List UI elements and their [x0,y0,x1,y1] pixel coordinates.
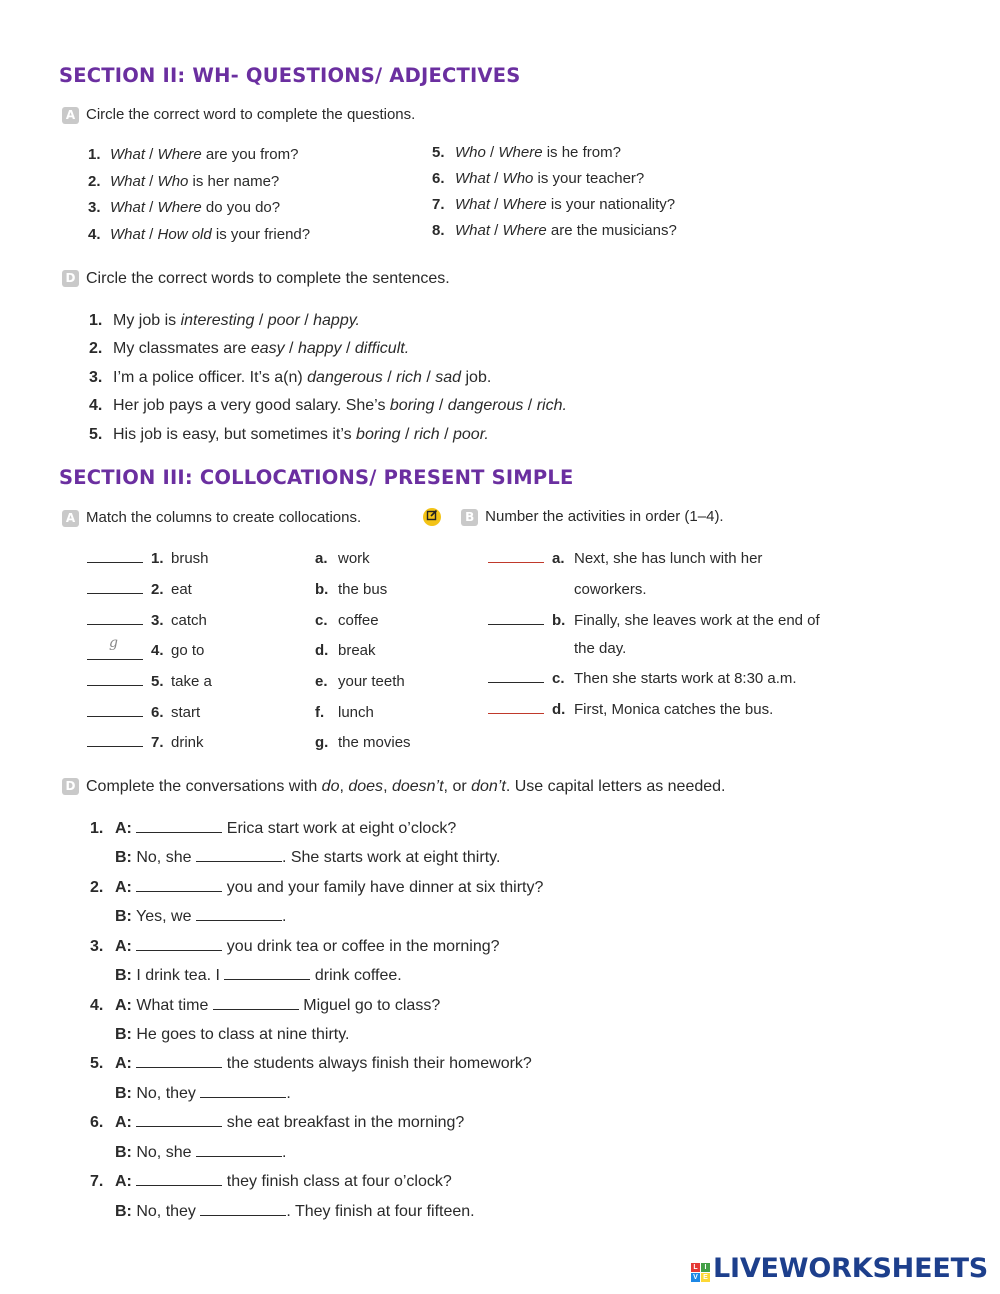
option-word[interactable]: dangerous [307,369,383,386]
question-text: is he from? [542,144,621,161]
instruction-text: Match the columns to create collocations. [86,509,362,526]
match-left-item [87,612,207,629]
option-word[interactable]: dangerous [447,397,524,414]
answer-blank[interactable] [87,716,143,717]
line-text: she eat breakfast in the morning? [222,1114,465,1131]
item-number: 5. [90,1055,104,1072]
sentence-text: job. [461,369,492,386]
conversation-a-line [90,938,500,956]
item-number: 2. [151,581,164,598]
line-text: No, they [136,1203,201,1220]
answer-blank[interactable] [200,1215,286,1216]
sentence-text: My classmates are [113,340,251,357]
sentence-text: I’m a police officer. It’s a(n) [113,369,308,386]
item-number: 1. [89,312,103,329]
item-number: 2. [88,173,101,190]
speaker-label: A: [115,879,132,896]
line-text: . They finish at four fifteen. [286,1203,475,1220]
match-text: brush [171,550,209,567]
section-ii-a-instruction-row [62,106,415,124]
conversation-a-line [90,1114,464,1132]
option-word[interactable]: What [110,173,146,190]
answer-blank[interactable] [213,1009,299,1010]
match-text: go to [171,642,205,659]
item-letter: e. [315,673,328,690]
instruction-text: Circle the correct words to complete the sentences. [86,270,450,287]
line-text: No, they [136,1085,201,1102]
answer-blank[interactable] [488,713,544,714]
conversation-b-line [115,1026,349,1044]
answer-blank[interactable] [87,685,143,686]
conversation-a-line [90,879,543,897]
logo-grid-letter: I [701,1263,710,1272]
conversation-b-line [115,1144,286,1162]
item-number: 7. [90,1173,104,1190]
line-text: drink coffee. [310,967,402,984]
option-word[interactable]: boring [356,426,401,443]
option-word[interactable]: happy. [313,312,360,329]
liveworksheets-logo [691,1253,988,1284]
instruction-text: , or [443,778,472,795]
line-text: . [281,908,287,925]
instruction-word: do [321,778,340,795]
question-text: is your nationality? [546,196,676,213]
match-right-item [315,673,405,690]
conversation-b-line [115,1203,475,1221]
exercise-badge: D [62,270,79,287]
option-word[interactable]: difficult. [354,340,410,357]
match-left-item [87,635,205,660]
match-right-item [315,704,374,721]
question-item [88,226,310,243]
logo-text: LIVEWORKSHEETS [713,1253,989,1284]
conversation-b-line [115,908,286,926]
item-number: 6. [151,704,164,721]
item-number: 6. [90,1114,104,1131]
item-number: 7. [151,734,164,751]
question-text: do you do? [201,199,281,216]
exercise-badge: A [62,107,79,124]
speaker-label: B: [115,1026,132,1043]
sentence-text: My job is [113,312,181,329]
separator: / [490,170,503,187]
line-text: they finish class at four o’clock? [222,1173,452,1190]
separator: / [490,196,503,213]
option-word[interactable]: Where [502,196,547,213]
option-word[interactable]: boring [389,397,435,414]
logo-grid-letter: L [691,1263,700,1272]
speaker-label: A: [115,1114,132,1131]
section-iii-b-instruction-row [423,508,724,526]
item-number: 5. [151,673,164,690]
order-text: Next, she has lunch with her [574,550,763,567]
answer-blank[interactable] [87,593,143,594]
question-item [432,196,675,213]
speaker-label: A: [115,997,132,1014]
question-item [432,144,621,161]
item-number: 4. [90,997,104,1014]
item-number: 8. [432,222,445,239]
answer-blank[interactable] [196,920,282,921]
line-text: . [286,1085,291,1102]
option-word[interactable]: What [110,226,146,243]
match-right-item [315,581,387,598]
match-left-item [87,550,209,567]
match-text: start [171,704,201,721]
conversation-b-line [115,967,402,985]
answer-blank[interactable] [196,1156,282,1157]
answer-blank[interactable] [200,1097,286,1098]
logo-grid-letter: V [691,1273,700,1282]
speaker-label: A: [115,820,132,837]
item-number: 1. [90,820,104,837]
option-word[interactable]: What [110,146,146,163]
speaker-label: A: [115,1173,132,1190]
item-number: 3. [151,612,164,629]
separator: / [145,226,158,243]
question-text: are you from? [201,146,299,163]
section-ii-d-instruction-row [62,270,450,288]
item-number: 4. [88,226,101,243]
instruction-word: don’t [471,778,506,795]
conversation-a-line [90,820,456,838]
match-text: lunch [338,704,374,721]
line-text: No, she [136,849,196,866]
order-item [488,670,797,687]
line-text: the students always finish their homework? [222,1055,532,1072]
sentence-item: 1. My job is interesting / poor / happy. [89,312,360,329]
answer-blank[interactable] [136,1126,222,1127]
option-word[interactable]: Who [157,173,189,190]
instruction-text: Circle the correct word to complete the questions. [86,106,416,123]
option-word[interactable]: What [455,222,491,239]
separator: / [145,173,158,190]
question-item [88,199,280,216]
line-text: No, she [136,1144,196,1161]
option-word[interactable]: What [110,199,146,216]
exercise-badge: A [62,510,79,527]
conversation-a-line [90,997,440,1015]
question-item [88,173,279,190]
match-right-item [315,642,376,659]
question-item [88,146,298,163]
sentence-item: 4. Her job pays a very good salary. She’s boring / dangerous / rich. [89,397,567,414]
line-text: Yes, we [136,908,196,925]
answer-blank[interactable] [136,891,222,892]
option-word[interactable]: What [455,196,491,213]
line-text: Miguel go to class? [298,997,441,1014]
option-word[interactable]: easy [250,340,285,357]
instruction-text: Number the activities in order (1–4). [485,508,724,525]
item-letter: d. [315,642,329,659]
item-number: 3. [89,369,103,386]
section-iii-d-instruction-row [62,778,726,796]
sentence-text: Her job pays a very good salary. She’s [113,397,390,414]
instruction-text: Complete the conversations with [86,778,322,795]
match-right-item [315,734,411,751]
sentence-text: His job is easy, but sometimes it’s [113,426,357,443]
question-text: is her name? [188,173,280,190]
speaker-label: B: [115,849,132,866]
line-text: . She starts work at eight thirty. [281,849,501,866]
option-word[interactable]: What [455,170,491,187]
conversation-a-line [90,1055,532,1073]
order-text-cont: coworkers. [574,581,647,598]
item-number: 2. [90,879,104,896]
option-word[interactable]: poor. [453,426,489,443]
answer-blank[interactable] [87,635,143,660]
answer-blank[interactable] [87,624,143,625]
handwritten-answer: g [109,635,118,651]
item-number: 6. [432,170,445,187]
option-word[interactable]: How old [157,226,212,243]
item-letter: b. [315,581,329,598]
line-text: . [281,1144,287,1161]
item-letter: c. [552,670,565,687]
line-text: What time [136,997,213,1014]
option-word[interactable]: interesting [180,312,255,329]
speaker-label: B: [115,1144,132,1161]
option-word[interactable]: happy [297,340,342,357]
sentence-item: 2. My classmates are easy / happy / difficult. [89,340,410,357]
item-number: 4. [89,397,103,414]
item-number: 3. [88,199,101,216]
speaker-label: B: [115,1085,132,1102]
question-item [432,170,644,187]
separator: / [145,199,158,216]
match-text: the bus [338,581,388,598]
question-text: are the musicians? [546,222,677,239]
order-text-cont: the day. [574,640,627,657]
item-number: 3. [90,938,104,955]
match-text: the movies [338,734,411,751]
answer-blank[interactable] [488,624,544,625]
order-item [488,550,762,567]
item-letter: g. [315,734,329,751]
match-left-item [87,734,204,751]
item-number: 4. [151,642,164,659]
logo-grid-icon [691,1263,710,1282]
speaker-label: A: [115,1055,132,1072]
match-text: drink [171,734,204,751]
answer-blank[interactable] [136,1067,222,1068]
separator: / [490,222,503,239]
match-text: take a [171,673,212,690]
answer-blank[interactable] [136,832,222,833]
section-iii-a-instruction-row [62,509,361,527]
match-text: work [338,550,370,567]
match-left-item [87,673,212,690]
conversation-a-line [90,1173,452,1191]
item-letter: f. [315,704,325,721]
order-text: Then she starts work at 8:30 a.m. [574,670,797,687]
section-iii-title: SECTION III: COLLOCATIONS/ PRESENT SIMPLE [59,466,574,489]
option-word[interactable]: Where [157,146,202,163]
speaker-label: A: [115,938,132,955]
option-word[interactable]: rich. [536,397,567,414]
instruction-text: , [339,778,349,795]
item-letter: a. [315,550,328,567]
answer-blank[interactable] [196,861,282,862]
match-left-item [87,581,192,598]
order-text: First, Monica catches the bus. [574,701,774,718]
option-word[interactable]: Where [498,144,543,161]
answer-blank[interactable] [488,562,544,563]
speaker-label: B: [115,1203,132,1220]
match-text: your teeth [338,673,405,690]
item-number: 5. [89,426,103,443]
item-number: 2. [89,340,103,357]
instruction-text: . Use capital letters as needed. [505,778,726,795]
edit-icon [423,508,441,526]
instruction-word: doesn’t [391,778,444,795]
answer-blank[interactable] [136,1185,222,1186]
item-number: 5. [432,144,445,161]
instruction-word: does [348,778,384,795]
option-word[interactable]: rich [396,369,422,386]
sentence-item: 3. I’m a police officer. It’s a(n) dangerous / rich / sad job. [89,369,492,386]
question-item [432,222,677,239]
match-text: break [338,642,376,659]
order-item [488,612,820,629]
separator: / [145,146,158,163]
sentence-item: 5. His job is easy, but sometimes it’s boring / rich / poor. [89,426,489,443]
match-right-item [315,612,379,629]
option-word[interactable]: rich [413,426,440,443]
option-word[interactable]: Where [157,199,202,216]
item-number: 7. [432,196,445,213]
question-text: is your teacher? [533,170,645,187]
option-word[interactable]: Who [455,144,486,161]
logo-grid-letter: E [701,1273,710,1282]
order-text: Finally, she leaves work at the end of [574,612,820,629]
option-word[interactable]: Where [502,222,547,239]
match-right-item [315,550,370,567]
separator: / [485,144,499,161]
match-left-item [87,704,200,721]
conversation-b-line [115,849,500,867]
line-text: Erica start work at eight o’clock? [222,820,457,837]
question-text: is your friend? [211,226,311,243]
exercise-badge: D [62,778,79,795]
item-letter: d. [552,701,566,718]
match-text: eat [171,581,192,598]
option-word[interactable]: poor [267,312,300,329]
item-number: 1. [151,550,164,567]
option-word[interactable]: sad [435,369,462,386]
order-item [488,701,773,718]
option-word[interactable]: Who [502,170,534,187]
conversation-b-line [115,1085,291,1103]
section-ii-title: SECTION II: WH- QUESTIONS/ ADJECTIVES [59,64,521,87]
item-number: 1. [88,146,101,163]
line-text: you and your family have dinner at six thirty? [222,879,544,896]
item-letter: a. [552,550,565,567]
speaker-label: B: [115,967,132,984]
answer-blank[interactable] [488,682,544,683]
match-text: catch [171,612,207,629]
item-letter: c. [315,612,328,629]
exercise-badge: B [461,509,478,526]
line-text: you drink tea or coffee in the morning? [222,938,500,955]
answer-blank[interactable] [224,979,310,980]
answer-blank[interactable] [87,562,143,563]
speaker-label: B: [115,908,132,925]
line-text: I drink tea. I [136,967,225,984]
answer-blank[interactable] [136,950,222,951]
line-text: He goes to class at nine thirty. [136,1026,350,1043]
instruction-text: , [383,778,392,795]
answer-blank[interactable] [87,746,143,747]
match-text: coffee [338,612,379,629]
item-letter: b. [552,612,566,629]
